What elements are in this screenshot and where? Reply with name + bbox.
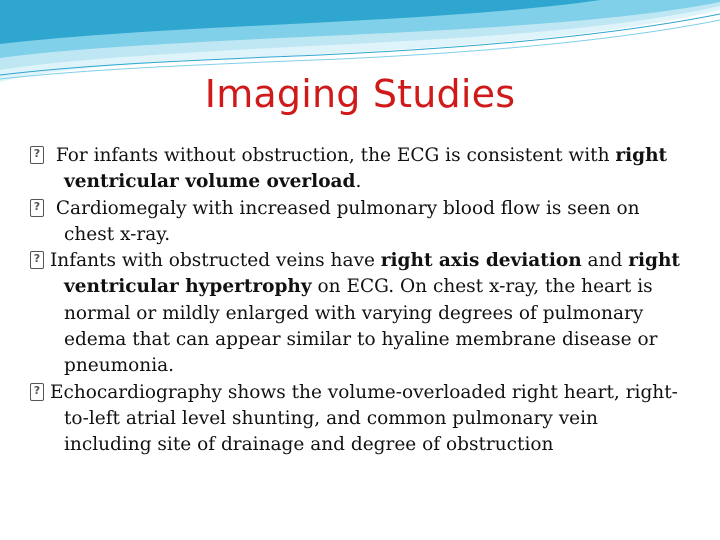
bullet-text-bold: right ventricular volume overload (64, 145, 668, 193)
bullet-text-bold: right ventricular hypertrophy (64, 250, 680, 298)
bullet-item (30, 248, 682, 379)
bullet-list (30, 143, 682, 459)
bullet-text: and (581, 250, 629, 272)
bullet-text: Echocardiography shows the volume-overloaded right heart, right-to-left atrial level shunting, and common pulmonary vein including site of drainage and degree of obstruction (50, 381, 678, 456)
bullet-text: For infants without obstruction, the ECG is consistent with (50, 145, 616, 166)
bullet-text: Cardiomegaly with increased pulmonary blood flow is seen on chest x-ray. (50, 197, 640, 245)
slide-title: Imaging Studies (204, 72, 516, 116)
missing-glyph-box-icon (30, 146, 44, 164)
bullet-text: Infants with obstructed veins have (50, 250, 381, 272)
missing-glyph-box-icon (30, 251, 44, 269)
bullet-text-bold: right axis deviation (380, 250, 582, 272)
bullet-text: . (355, 171, 362, 193)
missing-glyph-box-icon (30, 199, 44, 217)
bullet-text: on ECG. On chest x-ray, the heart is normal or mildly enlarged with varying degrees of pulmonary edema that can appear similar to hyaline membrane disease or pneumonia. (64, 276, 658, 377)
bullet-item (30, 196, 682, 249)
missing-glyph-box-icon (30, 383, 44, 401)
bullet-item (30, 143, 682, 196)
bullet-item (30, 380, 682, 459)
